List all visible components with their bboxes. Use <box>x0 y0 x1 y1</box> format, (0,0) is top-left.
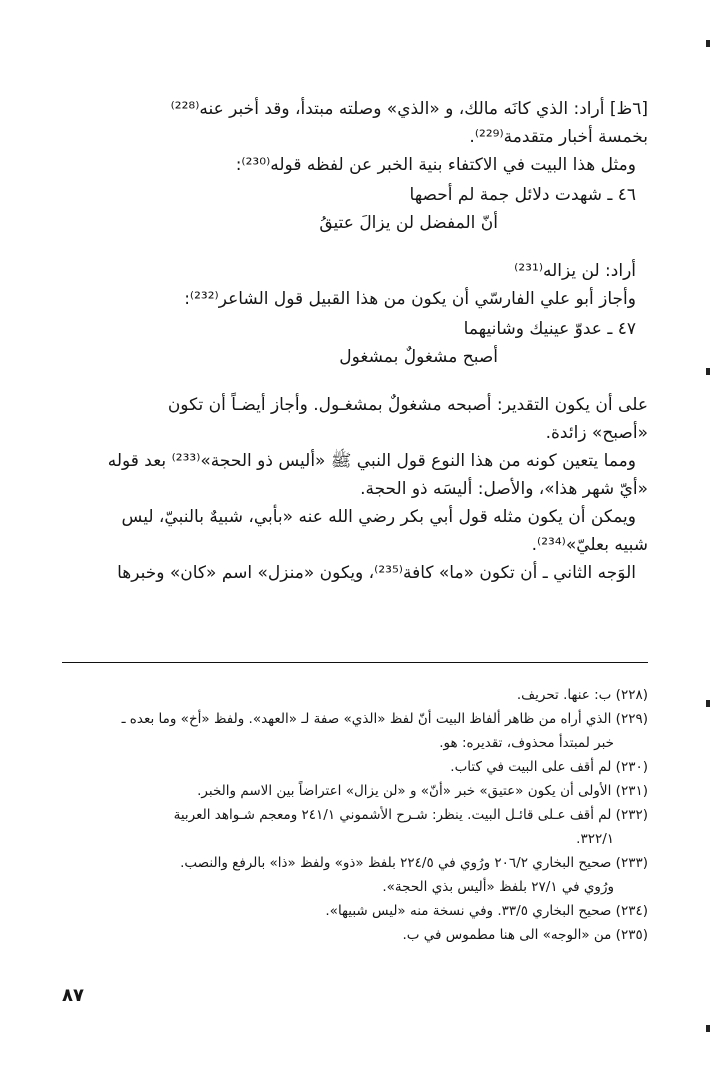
paragraph-line: على أن يكون التقدير: أصبحه مشغولٌ بمشغـول. وأجاز أيضـاً أن تكون <box>167 395 648 415</box>
footnotes <box>58 683 648 947</box>
footnote-230: (٢٣٠) لم أقف على البيت في كتاب. <box>450 759 648 775</box>
footnote-234: (٢٣٤) صحيح البخاري ٣٣/٥. وفي نسخة منه «ليس شبيها». <box>325 903 648 919</box>
verse-line: أنّ المفضل لن يزالَ عتيقُ <box>319 213 498 233</box>
footnote-235: (٢٣٥) من «الوجه» الى هنا مطموس في ب. <box>402 927 648 943</box>
paragraph-line: وأجاز أبو علي الفارسّي أن يكون من هذا القبيل قول الشاعر⁽²³²⁾: <box>184 289 636 309</box>
paragraph-line: بخمسة أخبار متقدمة⁽²²⁹⁾. <box>469 127 648 147</box>
paragraph-line: شبيه بعليّ»⁽²³⁴⁾. <box>531 535 648 555</box>
footnote-229-continued: خبر لمبتدأ محذوف، تقديره: هو. <box>439 735 614 751</box>
paragraph-line: «أصبح» زائدة. <box>545 423 648 443</box>
edge-mark <box>706 368 710 375</box>
main-text <box>60 95 648 587</box>
footnote-233: (٢٣٣) صحيح البخاري ٢٠٦/٢ ورُوي في ٢٢٤/٥ بلفظ «ذو» ولفظ «ذا» بالرفع والنصب. <box>180 855 648 871</box>
paragraph-line: ومثل هذا البيت في الاكتفاء بنية الخبر عن لفظه قوله⁽²³⁰⁾: <box>235 155 636 175</box>
paragraph-line: ومما يتعين كونه من هذا النوع قول النبي ﷺ «أليس ذو الحجة»⁽²³³⁾ بعد قوله <box>107 451 636 471</box>
verse-line: ٤٧ ـ عدوّ عينيك وشانيهما <box>463 319 636 339</box>
verse-line: ٤٦ ـ شهدت دلائل جمة لم أحصها <box>409 185 636 205</box>
footnote-divider <box>62 662 648 663</box>
footnote-229: (٢٢٩) الذي أراه من ظاهر ألفاظ البيت أنّ لفظ «الذي» صفة لـ «العهد». ولفظ «أخ» وما بعده ـ <box>121 711 648 727</box>
footnote-232-continued: ٣٢٢/١. <box>576 831 614 847</box>
paragraph-line: [٦ظ] أراد: الذي كانَه مالك، و «الذي» وصلته مبتدأ، وقد أخبر عنه⁽²²⁸⁾ <box>170 99 648 119</box>
verse-line: أصبح مشغولٌ بمشغول <box>339 347 498 367</box>
footnote-233-continued: ورُوي في ٢٧/١ بلفظ «أليس بذي الحجة». <box>382 879 614 895</box>
edge-mark <box>706 700 710 707</box>
paragraph-line: ويمكن أن يكون مثله قول أبي بكر رضي الله عنه «بأبي، شبيهٌ بالنبيّ، ليس <box>121 507 636 527</box>
footnote-231: (٢٣١) الأولى أن يكون «عتيق» خبر «أنّ» و «لن يزال» اعتراضاً بين الاسم والخبر. <box>197 783 648 799</box>
paragraph-line: أراد: لن يزاله⁽²³¹⁾ <box>514 261 636 281</box>
edge-mark <box>706 40 710 47</box>
footnote-232: (٢٣٢) لم أقف عـلى قائـل البيت. ينظر: شـرح الأشموني ٢٤١/١ ومعجم شـواهد العربية <box>173 807 648 823</box>
paragraph-line: الوَجه الثاني ـ أن تكون «ما» كافة⁽²³⁵⁾، ويكون «منزل» اسم «كان» وخبرها <box>117 563 636 583</box>
page-number: ٨٧ <box>62 985 84 1006</box>
paragraph-line: «أيّ شهر هذا»، والأصل: أليسَه ذو الحجة. <box>360 479 648 499</box>
footnote-228: (٢٢٨) ب: عنها. تحريف. <box>516 687 648 703</box>
edge-mark <box>706 1025 710 1032</box>
